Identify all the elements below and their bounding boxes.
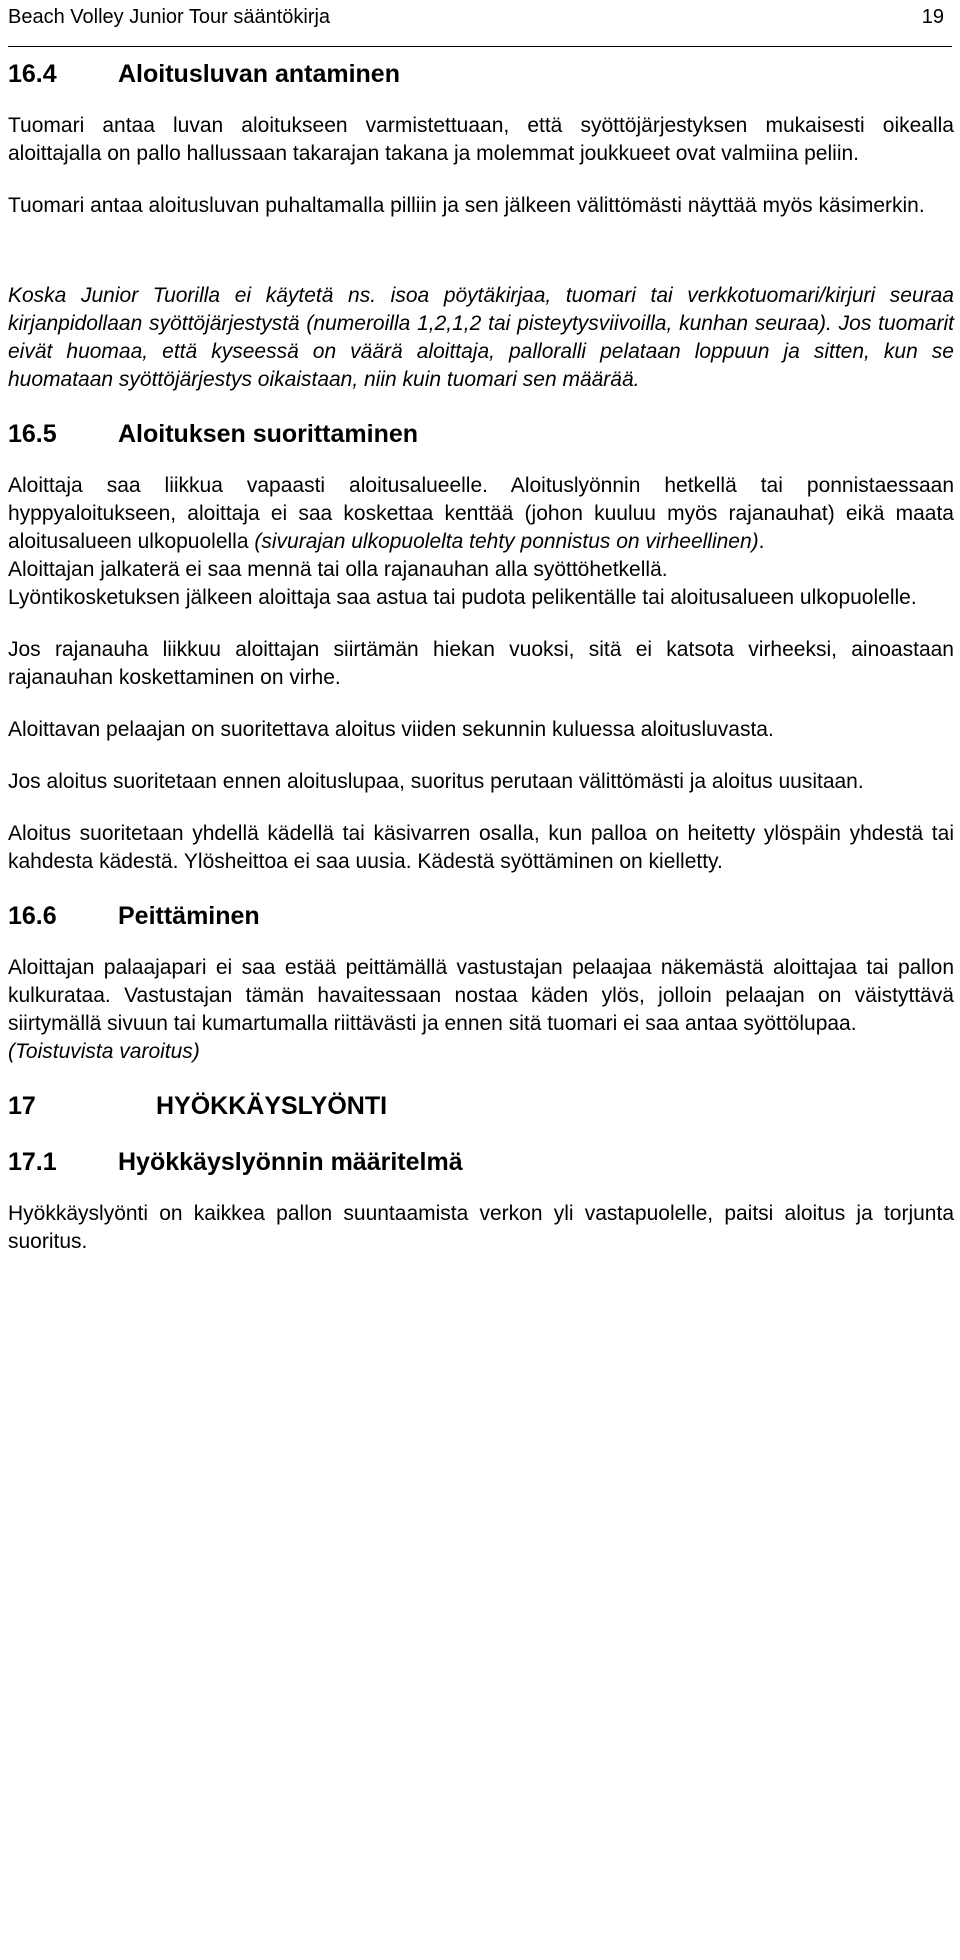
page-content bbox=[8, 58, 954, 1256]
paragraph-italic: (Toistuvista varoitus) bbox=[8, 1040, 200, 1063]
paragraph: Hyökkäyslyönti on kaikkea pallon suuntaamista verkon yli vastapuolelle, paitsi aloitus ja torjunta suoritus. bbox=[8, 1202, 954, 1253]
paragraph: Tuomari antaa aloitusluvan puhaltamalla pilliin ja sen jälkeen välittömästi näyttää myös käsimerkin. bbox=[8, 194, 925, 217]
paragraph: Aloitus suoritetaan yhdellä kädellä tai käsivarren osalla, kun palloa on heitetty ylöspäin yhdestä tai kahdesta kädestä. Ylösheittoa ei saa uusia. Kädestä syöttäminen on kielletty. bbox=[8, 822, 954, 873]
chapter-heading-17 bbox=[8, 1090, 954, 1122]
chapter-number: 17 bbox=[8, 1092, 36, 1120]
section-number: 16.6 bbox=[8, 902, 57, 930]
italic-note: (sivurajan ulkopuolelta tehty ponnistus on virheellinen) bbox=[254, 530, 759, 553]
paragraph: Aloittajan palaajapari ei saa estää peittämällä vastustajan pelaajaa näkemästä aloittajaa tai pallon kulkurataa. Vastustajan tämän havaitessaan nostaa käden ylös, jolloin pelaajan on väistyttävä siirtymällä sivuun tai kumartumalla riittävästi ja ennen sitä tuomari ei saa antaa syöttölupaa. bbox=[8, 956, 954, 1035]
section-heading-16-6 bbox=[8, 900, 954, 932]
page-header bbox=[8, 0, 952, 47]
section-heading-16-4 bbox=[8, 58, 954, 90]
section-number: 16.4 bbox=[8, 60, 57, 88]
chapter-title: HYÖKKÄYSLYÖNTI bbox=[156, 1092, 388, 1120]
document-title: Beach Volley Junior Tour sääntökirja bbox=[8, 6, 331, 28]
paragraph: Jos rajanauha liikkuu aloittajan siirtämän hiekan vuoksi, sitä ei katsota virheeksi, ainoastaan rajanauhan koskettaminen on virhe. bbox=[8, 638, 954, 689]
section-number: 16.5 bbox=[8, 420, 57, 448]
section-heading-16-5 bbox=[8, 418, 954, 450]
section-heading-17-1 bbox=[8, 1146, 954, 1178]
paragraph: Tuomari antaa luvan aloitukseen varmistettuaan, että syöttöjärjestyksen mukaisesti oikealla aloittajalla on pallo hallussaan takarajan takana ja molemmat joukkueet ovat valmiina peliin. bbox=[8, 114, 954, 165]
section-title: Hyökkäyslyönnin määritelmä bbox=[118, 1148, 463, 1176]
paragraph: Lyöntikosketuksen jälkeen aloittaja saa astua tai pudota pelikentälle tai aloitusalueen ulkopuolelle. bbox=[8, 586, 917, 609]
section-title: Aloitusluvan antaminen bbox=[118, 60, 400, 88]
paragraph: Aloittajan jalkaterä ei saa mennä tai olla rajanauhan alla syöttöhetkellä. bbox=[8, 558, 668, 581]
paragraph bbox=[8, 472, 954, 556]
section-title: Aloituksen suorittaminen bbox=[118, 420, 419, 448]
paragraph: Aloittavan pelaajan on suoritettava aloitus viiden sekunnin kuluessa aloitusluvasta. bbox=[8, 718, 774, 741]
section-number: 17.1 bbox=[8, 1148, 57, 1176]
text-run: Aloittaja saa liikkua vapaasti aloitusalueelle. Aloituslyönnin hetkellä tai ponnistaessaan hyppyaloitukseen, aloittaja ei saa koskettaa kenttää (johon kuuluu myös rajanauhat) eikä maata aloitusalueen ulkopuolella bbox=[8, 474, 954, 553]
text-run: . bbox=[758, 530, 765, 553]
page-number: 19 bbox=[921, 6, 944, 28]
paragraph: Jos aloitus suoritetaan ennen aloituslupaa, suoritus perutaan välittömästi ja aloitus uusitaan. bbox=[8, 770, 864, 793]
section-title: Peittäminen bbox=[118, 902, 260, 930]
paragraph-italic: Koska Junior Tuorilla ei käytetä ns. isoa pöytäkirjaa, tuomari tai verkkotuomari/kirjuri seuraa kirjanpidollaan syöttöjärjestystä (numeroilla 1,2,1,2 tai pisteytysviivoilla, kunhan seuraa). Jos tuomarit eivät huomaa, että kyseessä on väärä aloittaja, pallorallі pelataan loppuun ja sitten, kun se huomataan syöttöjärjestys oikaistaan, niin kuin tuomari sen määrää. bbox=[8, 284, 954, 391]
